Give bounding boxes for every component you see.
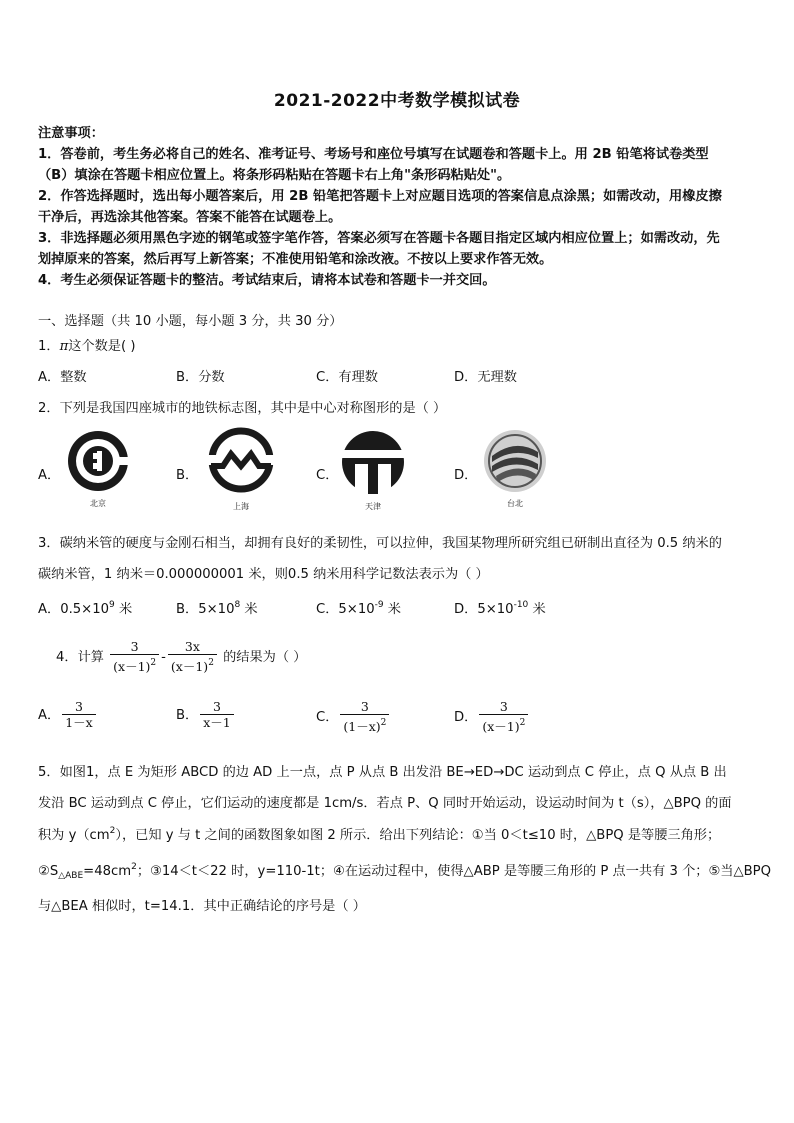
exponent: 9 [109,600,115,610]
unit: 米 [528,602,546,617]
notice-heading: 注意事项： [38,126,104,141]
option-text: B．5×10 [176,602,235,617]
q1-option-d[interactable]: D．无理数 [454,370,517,385]
logo-caption-beijing: 北京 [90,499,106,508]
option-text: D．5×10 [454,602,514,617]
q4-option-c[interactable] [316,700,391,734]
question-5-line3: 积为 $y(cm^2)$，已知 y 与 t 之间的函数图象如图 2 所示．给出下列结论：①当 0＜t≤10 时，△BPQ 是等腰三角形； [38,826,721,843]
question-3-line1: 3．碳纳米管的硬度与金刚石相当，却拥有良好的柔韧性，可以拉伸，我国某物理所研究组已研制出直径为 0.5 纳米的 [38,536,722,551]
taipei-metro-logo [482,428,548,494]
option-label: B． [176,708,199,723]
exponent: -9 [374,600,384,610]
q3-option-d[interactable] [454,598,546,617]
question-text: 这个数是( ) [68,339,136,354]
exponent: -10 [513,600,529,610]
option-fraction: $\frac{3}{(x-1)^2}$ [479,700,528,734]
unit: 米 [383,602,401,617]
notice-line: 4．考生必须保证答题卡的整洁。考试结束后，请将本试卷和答题卡一并交回。 [38,273,496,288]
question-4 [56,640,306,674]
option-text: C．5×10 [316,602,375,617]
q1-option-b[interactable]: B．分数 [176,370,225,385]
notice-line: 2．作答选择题时，选出每小题答案后，用 2B 铅笔把答题卡上对应题目选项的答案信息点涂黑；如需改动，用橡皮擦 [38,189,722,204]
q1-option-c[interactable]: C．有理数 [316,370,378,385]
denominator: $(x-1)^2$ [110,654,159,674]
unit: 米 [114,602,133,617]
exponent: 8 [234,600,241,610]
fraction-2 [168,640,217,674]
option-label: D． [454,710,478,725]
question-1 [38,335,135,354]
q4-option-a[interactable] [38,700,98,730]
q1-option-a[interactable]: A．整数 [38,370,87,385]
fraction-1 [110,640,159,674]
q4-option-d[interactable] [454,700,530,734]
q3-option-c[interactable] [316,598,401,617]
tianjin-metro-logo [341,430,405,494]
question-5-line5: 与△BEA 相似时，t=14.1．其中正确结论的序号是（ ） [38,899,366,914]
q3-option-b[interactable] [176,598,258,617]
question-number: 1． [38,339,60,354]
denominator: $(x-1)^2$ [168,654,217,674]
q4-option-b[interactable] [176,700,236,730]
section-heading: 一、选择题（共 10 小题，每小题 3 分，共 30 分） [38,314,343,329]
unit: 米 [240,602,258,617]
q2-option-c-label[interactable]: C． [316,468,339,483]
logo-caption-shanghai: 上海 [233,502,249,511]
option-fraction: $\frac{3}{(1-x)^2}$ [340,700,389,734]
minus-sign: - [161,650,166,665]
numerator: 3 [130,639,139,654]
numerator: 3x [184,639,200,654]
notice-line: 划掉原来的答案，然后再写上新答案；不准使用铅笔和涂改液。不按以上要求作答无效。 [38,252,553,267]
option-fraction: $\frac{3}{x-1}$ [200,700,234,730]
option-fraction: $\frac{3}{1-x}$ [62,700,96,730]
notice-line: （B）填涂在答题卡相应位置上。将条形码粘贴在答题卡右上角"条形码粘贴处"。 [38,168,511,183]
q3-option-a[interactable] [38,598,132,617]
notice-line: 3．非选择题必须用黑色字迹的钢笔或签字笔作答，答案必须写在答题卡各题目指定区域内相应位置上；如需改动，先 [38,231,720,246]
option-label: C． [316,710,339,725]
page-title: 2021-2022中考数学模拟试卷 [273,91,521,111]
notice-line: 干净后，再选涂其他答案。答案不能答在试题卷上。 [38,210,342,225]
q2-option-a-label[interactable]: A． [38,468,61,483]
question-2: 2．下列是我国四座城市的地铁标志图，其中是中心对称图形的是（ ） [38,401,447,416]
option-label: A． [38,708,61,723]
logo-caption-taipei: 台北 [507,499,523,508]
question-5-line4: $②S_{\triangle ABE}=48cm^2$；③14＜t＜22 时，y=110-1t；④在运动过程中，使得△ABP 是等腰三角形的 P 点一共有 3 个；⑤当△BPQ [38,862,771,881]
shanghai-metro-logo [207,426,275,494]
question-suffix: 的结果为（ ） [223,650,307,665]
logo-caption-tianjin: 天津 [365,502,381,511]
question-5-line1: 5．如图1，点 E 为矩形 ABCD 的边 AD 上一点，点 P 从点 B 出发沿 BE→ED→DC 运动到点 C 停止，点 Q 从点 B 出 [38,765,727,780]
option-text: A．0.5×10 [38,602,110,617]
q2-option-b-label[interactable]: B． [176,468,199,483]
beijing-subway-logo [65,428,131,494]
question-5-line2: 发沿 BC 运动到点 C 停止，它们运动的速度都是 1cm/s．若点 P、Q 同时开始运动，设运动时间为 t（s），△BPQ 的面 [38,796,732,811]
question-3-line2: 碳纳米管，1 纳米＝0.000000001 米，则0.5 纳米用科学记数法表示为（ ） [38,567,489,582]
question-prefix: 4．计算 [56,650,104,665]
notice-line: 1．答卷前，考生务必将自己的姓名、准考证号、考场号和座位号填写在试题卷和答题卡上。用 2B 铅笔将试卷类型 [38,147,709,162]
q2-option-d-label[interactable]: D． [454,468,478,483]
pi-symbol: π [59,339,69,354]
